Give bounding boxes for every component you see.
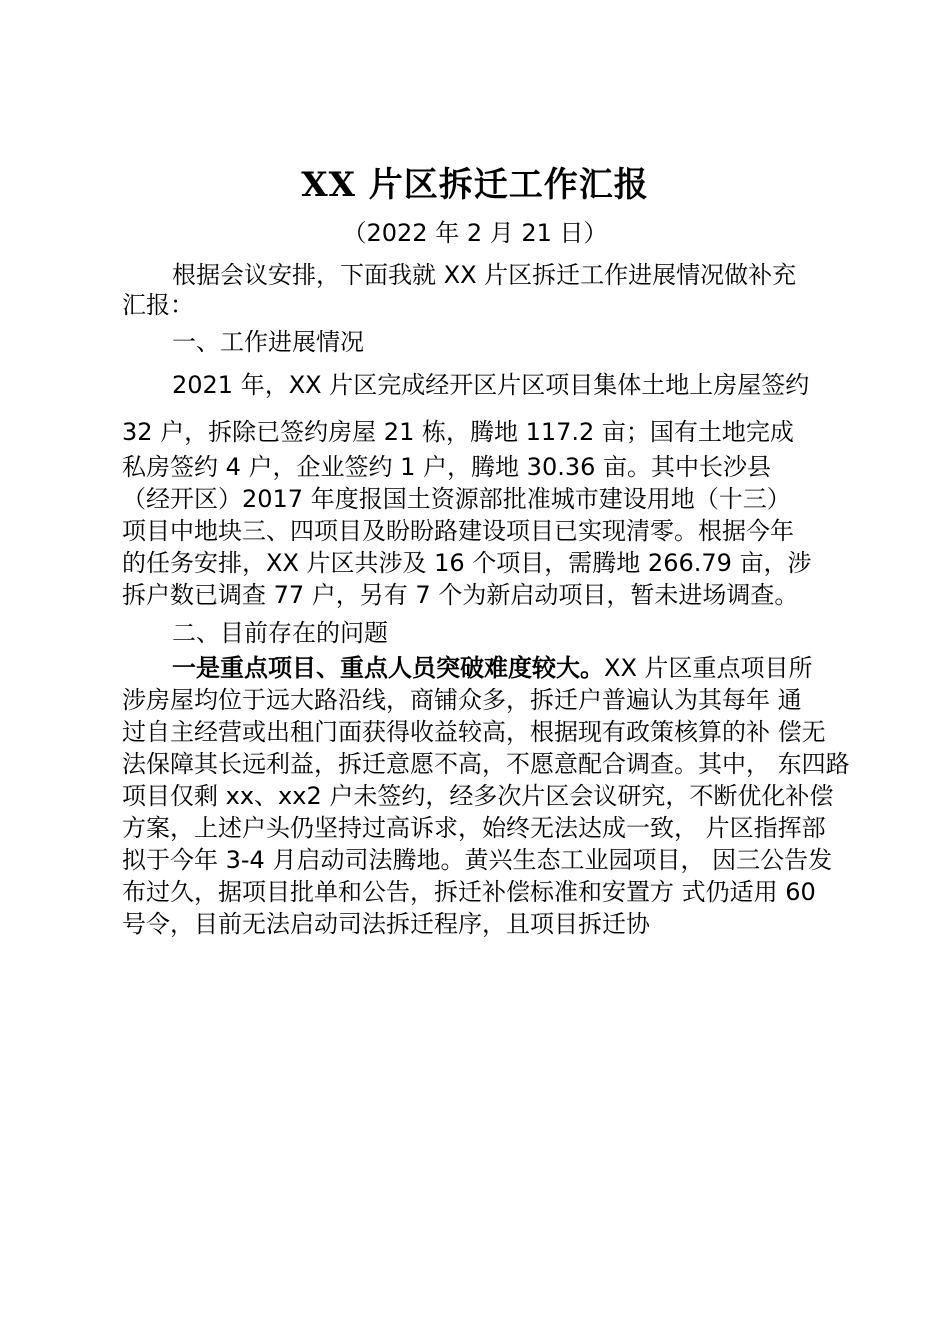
section2-heading: 二、目前存在的问题 [172,619,388,647]
section1-line-7: 拆户数已调查 77 户，另有 7 个为新启动项目，暂未进场调查。 [122,581,799,609]
document-title: XX 片区拆迁工作汇报 [301,165,649,205]
problem1-lead: 一是重点项目、重点人员突破难度较大。 [172,654,604,682]
section1-line-4: （经开区）2017 年度报国土资源部批准城市建设用地（十三） [122,485,791,513]
intro-line-1: 根据会议安排，下面我就 XX 片区拆迁工作进展情况做补充 [172,261,797,289]
problem1-line-6: 方案，上述户头仍坚持过高诉求，始终无法达成一致， 片区指挥部 [122,814,826,842]
problem1-line-1 [172,651,813,685]
section1-line-6: 的任务安排，XX 片区共涉及 16 个项目，需腾地 266.79 亩，涉 [122,549,812,577]
problem1-first-rest: XX 片区重点项目所 [604,654,813,682]
section1-heading: 一、工作进展情况 [172,328,364,356]
intro-line-2: 汇报： [122,291,194,319]
section1-line-2: 32 户，拆除已签约房屋 21 栋，腾地 117.2 亩；国有土地完成 [122,418,794,446]
problem1-line-5: 项目仅剩 xx、xx2 户未签约，经多次片区会议研究，不断优化补偿 [122,782,834,810]
problem1-line-3: 过自主经营或出租门面获得收益较高，根据现有政策核算的补 偿无 [122,718,826,746]
document-date: （2022 年 2 月 21 日） [342,219,608,247]
section1-line-3: 私房签约 4 户，企业签约 1 户，腾地 30.36 亩。其中长沙县 [122,453,772,481]
problem1-line-7: 拟于今年 3-4 月启动司法腾地。黄兴生态工业园项目， 因三公告发 [122,846,833,874]
section1-line-1: 2021 年，XX 片区完成经开区片区项目集体土地上房屋签约 [172,371,810,399]
problem1-line-9: 号令，目前无法启动司法拆迁程序，且项目拆迁协 [122,910,650,938]
problem1-line-2: 涉房屋均位于远大路沿线，商铺众多，拆迁户普遍认为其每年 通 [122,686,802,714]
section1-line-5: 项目中地块三、四项目及盼盼路建设项目已实现清零。根据今年 [122,517,794,545]
problem1-line-4: 法保障其长远利益，拆迁意愿不高，不愿意配合调查。其中， 东四路 [122,750,850,778]
problem1-line-8: 布过久，据项目批单和公告，拆迁补偿标准和安置方 式仍适用 60 [122,878,816,906]
